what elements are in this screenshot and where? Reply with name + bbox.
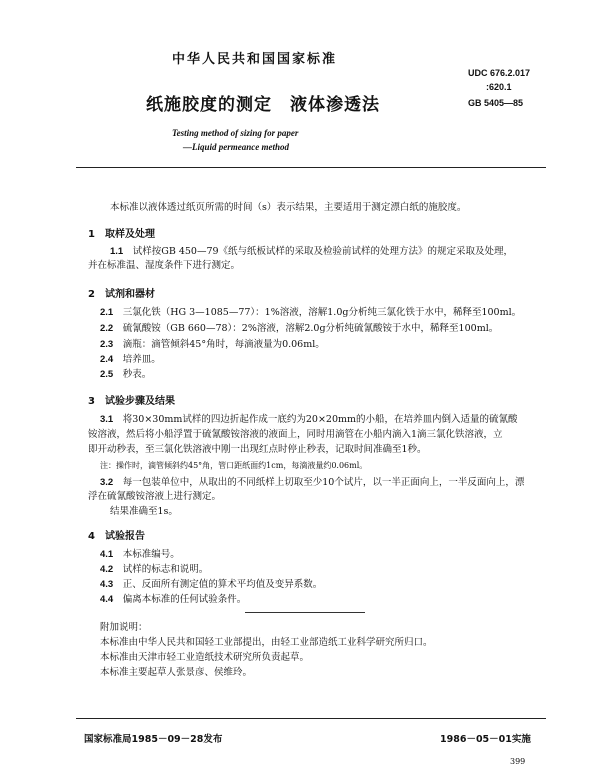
clause-text: 秒表。 xyxy=(122,369,152,380)
clause-2-2 xyxy=(100,322,498,335)
clause-number: 1.1 xyxy=(110,246,124,257)
clause-number: 2.3 xyxy=(100,339,114,350)
clause-4-2 xyxy=(100,563,208,576)
clause-text: 偏离本标准的任何试验条件。 xyxy=(122,594,247,605)
clause-text: 本标准编号。 xyxy=(122,549,180,560)
additional-notes-heading: 附加说明： xyxy=(100,622,148,633)
effective-date: 1986－05－01实施 xyxy=(440,734,531,745)
clause-3-1 xyxy=(100,413,518,426)
clause-text: 培养皿。 xyxy=(122,354,161,365)
clause-3-1-line-3: 即开动秒表，至三氯化铁溶液中刚一出现红点时停止秒表，记取时间准确至1秒。 xyxy=(88,444,427,455)
clause-text: 试样按GB 450—79《纸与纸板试样的采取及检验前试样的处理方法》的规定采取及处理， xyxy=(132,246,514,257)
notes-divider xyxy=(245,612,365,613)
clause-number: 2.2 xyxy=(100,323,114,334)
issue-date: 国家标准局1985－09－28发布 xyxy=(84,734,223,745)
page-title: 纸施胶度的测定 液体渗透法 xyxy=(146,95,380,115)
clause-number: 2.5 xyxy=(100,369,114,380)
intro-paragraph: 本标准以液体透过纸页所需的时间（s）表示结果，主要适用于测定漂白纸的施胶度。 xyxy=(110,202,467,213)
clause-4-4 xyxy=(100,593,246,606)
clause-number: 3.1 xyxy=(100,414,114,425)
page-number: 399 xyxy=(510,757,526,766)
english-title: Testing method of sizing for paper xyxy=(172,128,299,138)
clause-4-1 xyxy=(100,548,180,561)
clause-1-1-continued: 并在标准温、湿度条件下进行测定。 xyxy=(88,260,241,271)
clause-2-5 xyxy=(100,368,151,381)
section-1-heading: 1 取样及处理 xyxy=(88,229,155,240)
clause-3-2-line-3: 结果准确至1s。 xyxy=(110,506,178,517)
clause-number: 4.3 xyxy=(100,579,114,590)
clause-text: 硫氰酸铵（GB 660—78）：2%溶液，溶解2.0g分析纯硫氰酸铵于水中，稀释至100ml。 xyxy=(122,323,499,334)
gb-number: GB 5405—85 xyxy=(468,98,524,108)
clause-3-1-line-2: 铵溶液，然后将小船浮置于硫氰酸铵溶液的液面上，同时用滴管在小船内滴入1滴三氯化铁溶液，立 xyxy=(88,429,503,440)
clause-number: 4.4 xyxy=(100,594,114,605)
english-subtitle: —Liquid permeance method xyxy=(183,142,289,152)
clause-text: 试样的标志和说明。 xyxy=(122,564,209,575)
udc-code-continued: :620.1 xyxy=(486,82,512,92)
header-divider xyxy=(76,167,546,168)
clause-text: 将30×30mm试样的四边折起作成一底约为20×20mm的小船，在培养皿内倒入适量的硫氰酸 xyxy=(122,414,518,425)
clause-3-2-line-2: 浮在硫氰酸铵溶液上进行测定。 xyxy=(88,491,222,502)
clause-number: 2.1 xyxy=(100,307,114,318)
clause-text: 滴瓶：滴管倾斜45°角时，每滴液量为0.06ml。 xyxy=(122,339,325,350)
udc-code: UDC 676.2.017 xyxy=(468,68,531,78)
additional-note-line-1: 本标准由中华人民共和国轻工业部提出，由轻工业部造纸工业科学研究所归口。 xyxy=(100,637,433,648)
clause-2-3 xyxy=(100,338,325,351)
additional-note-line-3: 本标准主要起草人张景彦、侯维玲。 xyxy=(100,667,253,678)
clause-text: 三氯化铁（HG 3—1085—77）：1%溶液，溶解1.0g分析纯三氯化铁于水中，稀释至100ml。 xyxy=(122,307,522,318)
clause-number: 3.2 xyxy=(100,477,114,488)
national-standard-label: 中华人民共和国国家标准 xyxy=(172,52,338,67)
clause-3-1-note: 注：操作时，滴管倾斜约45°角，管口距纸面约1cm，每滴液量约0.06ml。 xyxy=(100,461,368,470)
clause-number: 4.2 xyxy=(100,564,114,575)
clause-text: 正、反面所有测定值的算术平均值及变异系数。 xyxy=(122,579,323,590)
footer-divider xyxy=(76,718,546,719)
clause-2-1 xyxy=(100,306,521,319)
clause-number: 2.4 xyxy=(100,354,114,365)
section-4-heading: 4 试验报告 xyxy=(88,531,145,542)
clause-number: 4.1 xyxy=(100,549,114,560)
section-3-heading: 3 试验步骤及结果 xyxy=(88,396,175,407)
clause-1-1 xyxy=(110,245,513,258)
clause-3-2 xyxy=(100,476,524,489)
section-2-heading: 2 试剂和器材 xyxy=(88,289,155,300)
clause-text: 每一包装单位中，从取出的不同纸样上切取至少10个试片，以一半正面向上，一半反面向上，漂 xyxy=(122,477,525,488)
clause-4-3 xyxy=(100,578,322,591)
clause-2-4 xyxy=(100,353,161,366)
additional-note-line-2: 本标准由天津市轻工业造纸技术研究所负责起草。 xyxy=(100,652,310,663)
